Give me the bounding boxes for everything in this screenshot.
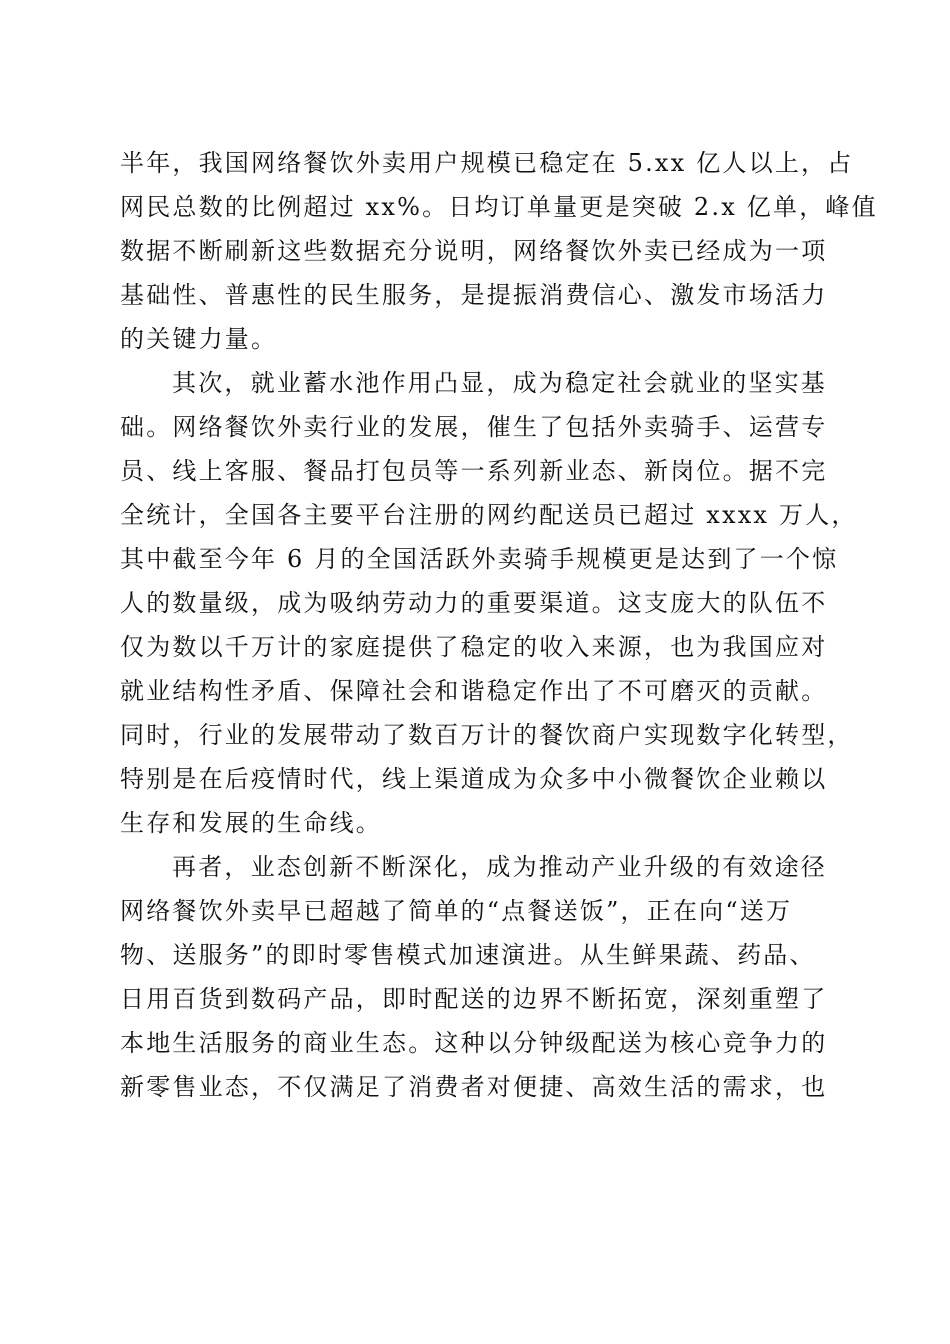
- document-body: [120, 141, 878, 1109]
- text-line: 半年，我国网络餐饮外卖用户规模已稳定在 5.xx 亿人以上，占: [120, 149, 854, 177]
- text-line: 员、线上客服、餐品打包员等一系列新业态、新岗位。据不完: [120, 457, 828, 485]
- text-line: 仅为数以千万计的家庭提供了稳定的收入来源，也为我国应对: [120, 633, 828, 661]
- text-line: 生存和发展的生命线。: [120, 809, 382, 837]
- text-line: 特别是在后疫情时代，线上渠道成为众多中小微餐饮企业赖以: [120, 765, 828, 793]
- text-line: 的关键力量。: [120, 325, 278, 353]
- text-line: 新零售业态，不仅满足了消费者对便捷、高效生活的需求，也: [120, 1073, 828, 1101]
- text-line: 其次，就业蓄水池作用凸显，成为稳定社会就业的坚实基: [172, 369, 827, 397]
- paragraph-1: [120, 141, 878, 361]
- text-line: 人的数量级，成为吸纳劳动力的重要渠道。这支庞大的队伍不: [120, 589, 828, 617]
- text-line: 础。网络餐饮外卖行业的发展，催生了包括外卖骑手、运营专: [120, 413, 828, 441]
- text-line: 网民总数的比例超过 xx%。日均订单量更是突破 2.x 亿单，峰值: [120, 193, 878, 221]
- text-line: 数据不断刷新这些数据充分说明，网络餐饮外卖已经成为一项: [120, 237, 828, 265]
- text-line: 日用百货到数码产品，即时配送的边界不断拓宽，深刻重塑了: [120, 985, 828, 1013]
- text-line: 网络餐饮外卖早已超越了简单的“点餐送饭”，正在向“送万: [120, 897, 793, 925]
- text-line: 全统计，全国各主要平台注册的网约配送员已超过 xxxx 万人，: [120, 501, 858, 529]
- text-line: 其中截至今年 6 月的全国活跃外卖骑手规模更是达到了一个惊: [120, 545, 839, 573]
- paragraph-3: [120, 845, 826, 1109]
- text-line: 同时，行业的发展带动了数百万计的餐饮商户实现数字化转型，: [120, 721, 854, 749]
- text-line: 再者，业态创新不断深化，成为推动产业升级的有效途径: [172, 853, 827, 881]
- text-line: 就业结构性矛盾、保障社会和谐稳定作出了不可磨灭的贡献。: [120, 677, 828, 705]
- text-line: 本地生活服务的商业生态。这种以分钟级配送为核心竞争力的: [120, 1029, 828, 1057]
- text-line: 物、送服务”的即时零售模式加速演进。从生鲜果蔬、药品、: [120, 941, 816, 969]
- paragraph-2: [120, 361, 858, 845]
- text-line: 基础性、普惠性的民生服务，是提振消费信心、激发市场活力: [120, 281, 828, 309]
